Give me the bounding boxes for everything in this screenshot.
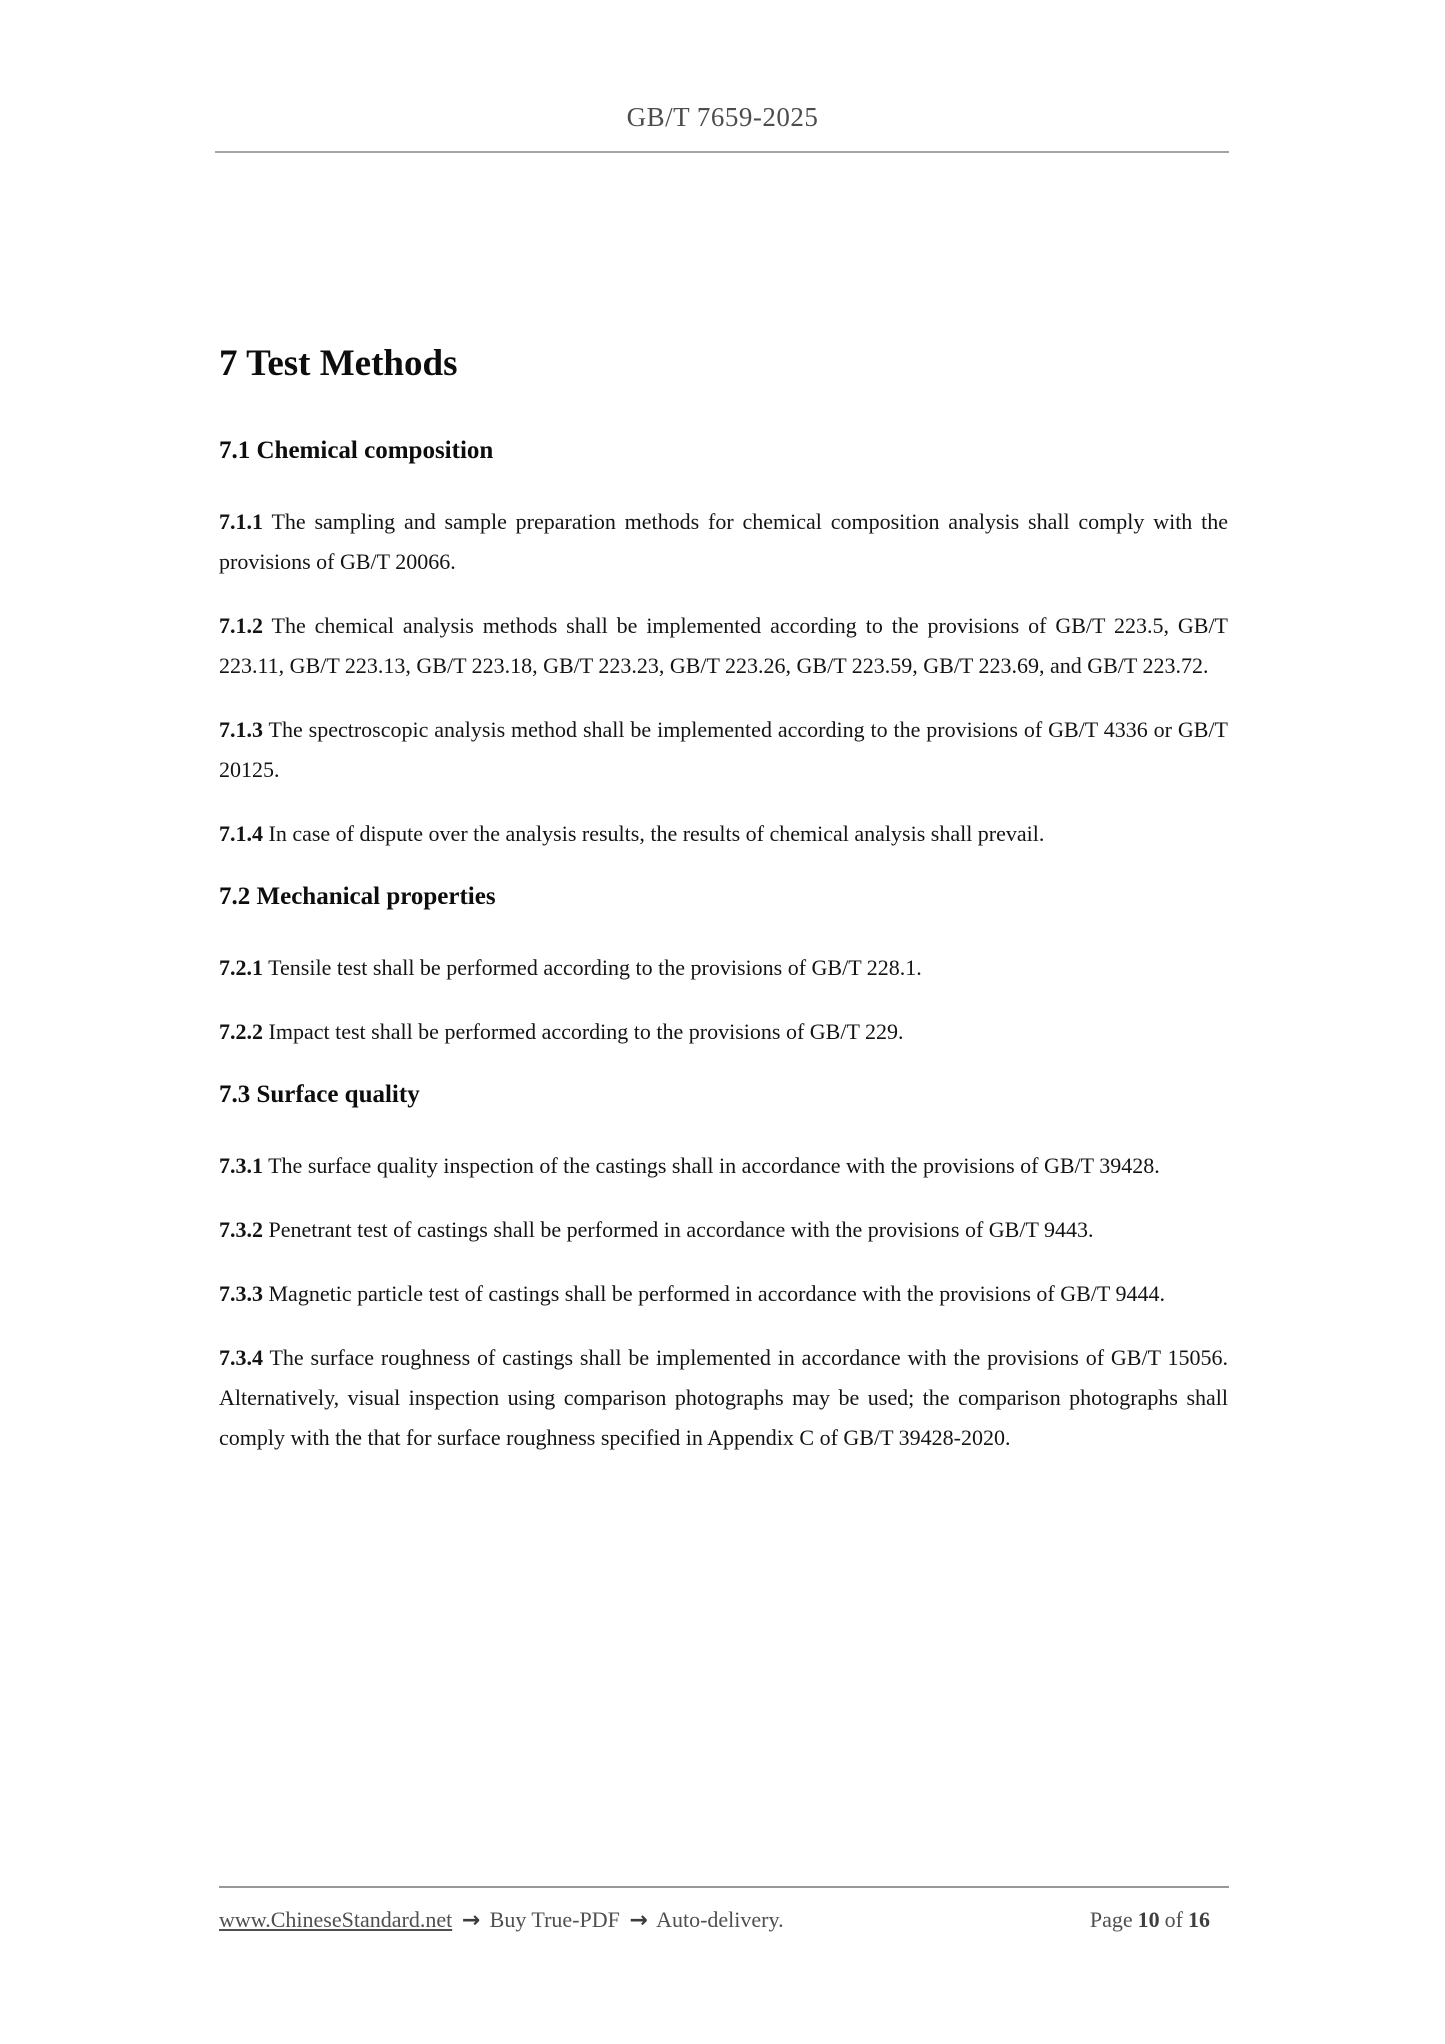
clause-text: Penetrant test of castings shall be performed in accordance with the provisions of GB/T 9443. (268, 1217, 1094, 1242)
arrow-right-icon: → (461, 1908, 481, 1933)
section-heading: 7.1 Chemical composition (219, 437, 494, 464)
clause-paragraph (219, 948, 1228, 988)
page-of-label: of (1164, 1907, 1183, 1932)
buy-true-pdf-text: Buy True-PDF (489, 1907, 620, 1932)
clause-paragraph (219, 1274, 1228, 1314)
clause-text: Tensile test shall be performed according to the provisions of GB/T 228.1. (268, 955, 922, 980)
clause-paragraph (219, 606, 1228, 686)
clause-number: 7.1.3 (219, 717, 263, 742)
clause-text: The chemical analysis methods shall be implemented according to the provisions of GB/T 223.5, GB/T 223.11, GB/T 223.13, GB/T 223.18, GB/T 223.23, GB/T 223.26, GB/T 223.59, GB/T 223.69, and GB/T 223.72. (219, 613, 1228, 678)
clause-number: 7.2.2 (219, 1019, 263, 1044)
page-indicator (1090, 1904, 1215, 1936)
clause-text: In case of dispute over the analysis results, the results of chemical analysis shall prevail. (268, 821, 1045, 846)
page-header (0, 0, 1445, 153)
clause-paragraph (219, 1146, 1228, 1186)
page-current: 10 (1137, 1907, 1160, 1932)
clause-paragraph (219, 502, 1228, 582)
clause-text: Impact test shall be performed according to the provisions of GB/T 229. (268, 1019, 904, 1044)
section-heading: 7.3 Surface quality (219, 1081, 420, 1108)
chapter-title: 7 Test Methods (219, 343, 458, 384)
clause-number: 7.3.4 (219, 1345, 263, 1370)
page-label: Page (1089, 1907, 1133, 1932)
clause-paragraph (219, 710, 1228, 790)
clause-paragraph (219, 814, 1228, 854)
clause-number: 7.1.1 (219, 509, 263, 534)
header-rule (215, 151, 1229, 153)
clause-text: The spectroscopic analysis method shall be implemented according to the provisions of GB/T 4336 or GB/T 20125. (219, 717, 1228, 782)
clause-paragraph (219, 1338, 1228, 1458)
auto-delivery-text: Auto-delivery. (656, 1907, 784, 1932)
footer-rule (219, 1886, 1229, 1888)
clause-text: The surface quality inspection of the castings shall in accordance with the provisions of GB/T 39428. (268, 1153, 1160, 1178)
section-heading: 7.2 Mechanical properties (219, 883, 496, 910)
page-footer (219, 1886, 1229, 1937)
footer-promo (219, 1904, 784, 1937)
footer-row (219, 1904, 1229, 1937)
clause-paragraph (219, 1210, 1228, 1250)
standard-code: GB/T 7659-2025 (626, 102, 819, 132)
clause-number: 7.1.4 (219, 821, 263, 846)
site-link[interactable]: www.ChineseStandard.net (219, 1907, 453, 1932)
clause-number: 7.3.3 (219, 1281, 263, 1306)
clause-number: 7.3.1 (219, 1153, 263, 1178)
clause-number: 7.3.2 (219, 1217, 263, 1242)
clause-text: Magnetic particle test of castings shall be performed in accordance with the provisions of GB/T 9444. (268, 1281, 1165, 1306)
clause-number: 7.2.1 (219, 955, 263, 980)
clause-text: The sampling and sample preparation methods for chemical composition analysis shall comply with the provisions of GB/T 20066. (219, 509, 1228, 574)
clause-text: The surface roughness of castings shall be implemented in accordance with the provisions of GB/T 15056. Alternatively, visual inspection using comparison photographs may be used; the comparison photographs shall comply with the that for surface roughness specified in Appendix C of GB/T 39428-2020. (219, 1345, 1228, 1450)
clause-number: 7.1.2 (219, 613, 263, 638)
arrow-right-icon: → (629, 1908, 648, 1933)
page-total: 16 (1188, 1907, 1210, 1932)
clause-paragraph (219, 1012, 1228, 1052)
